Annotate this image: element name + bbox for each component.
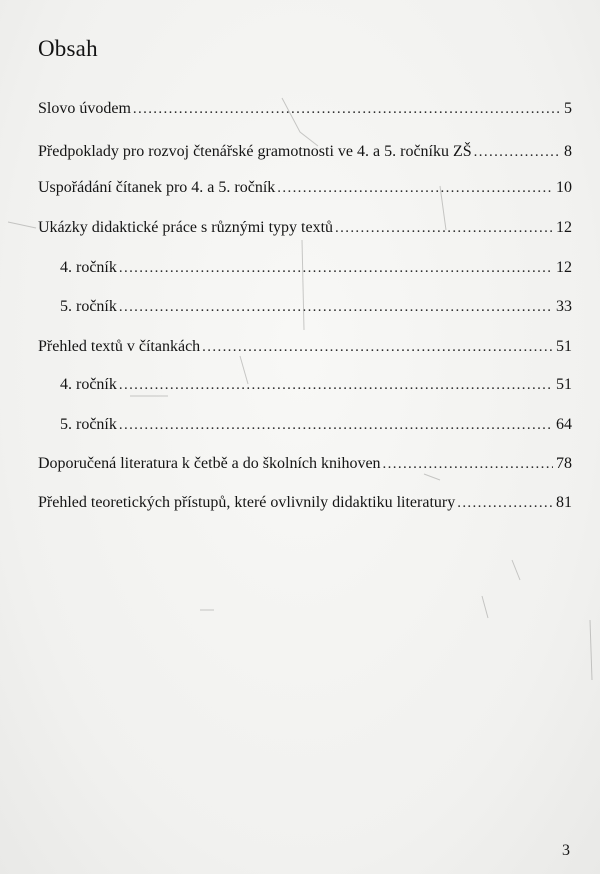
toc-entry-label: Ukázky didaktické práce s různými typy textů <box>38 219 334 236</box>
toc-entry-page: 12 <box>556 219 572 236</box>
toc-entry-page: 51 <box>556 338 572 355</box>
toc-entry-page: 78 <box>556 455 572 472</box>
toc-entry-label: 4. ročník <box>60 376 117 393</box>
toc-entry-page: 8 <box>564 143 572 160</box>
toc-entry-page: 51 <box>556 376 572 393</box>
toc-entry-page: 10 <box>556 179 572 196</box>
toc-entry-label: Uspořádání čítanek pro 4. a 5. ročník <box>38 179 276 196</box>
toc-entry-label: Doporučená literatura k četbě a do školních knihoven <box>38 455 381 472</box>
toc-entry-label: Slovo úvodem <box>38 100 131 117</box>
toc-entry-label: 4. ročník <box>60 259 117 276</box>
toc-entry-label: Přehled teoretických přístupů, které ovlivnily didaktiku literatury <box>38 494 456 511</box>
toc-entry-label: Předpoklady pro rozvoj čtenářské gramotnosti ve 4. a 5. ročníku ZŠ <box>38 143 472 160</box>
toc-entry-label: 5. ročník <box>60 298 117 315</box>
toc-entry-page: 5 <box>564 100 572 117</box>
toc-entry-page: 12 <box>556 259 572 276</box>
page-title: Obsah <box>38 36 98 61</box>
toc-entry-page: 81 <box>556 494 572 511</box>
toc-entry-label: Přehled textů v čítankách <box>38 338 201 355</box>
page-number: 3 <box>562 842 570 859</box>
toc-entry-page: 33 <box>556 298 572 315</box>
toc-entry-page: 64 <box>556 416 572 433</box>
toc-entry-label: 5. ročník <box>60 416 117 433</box>
